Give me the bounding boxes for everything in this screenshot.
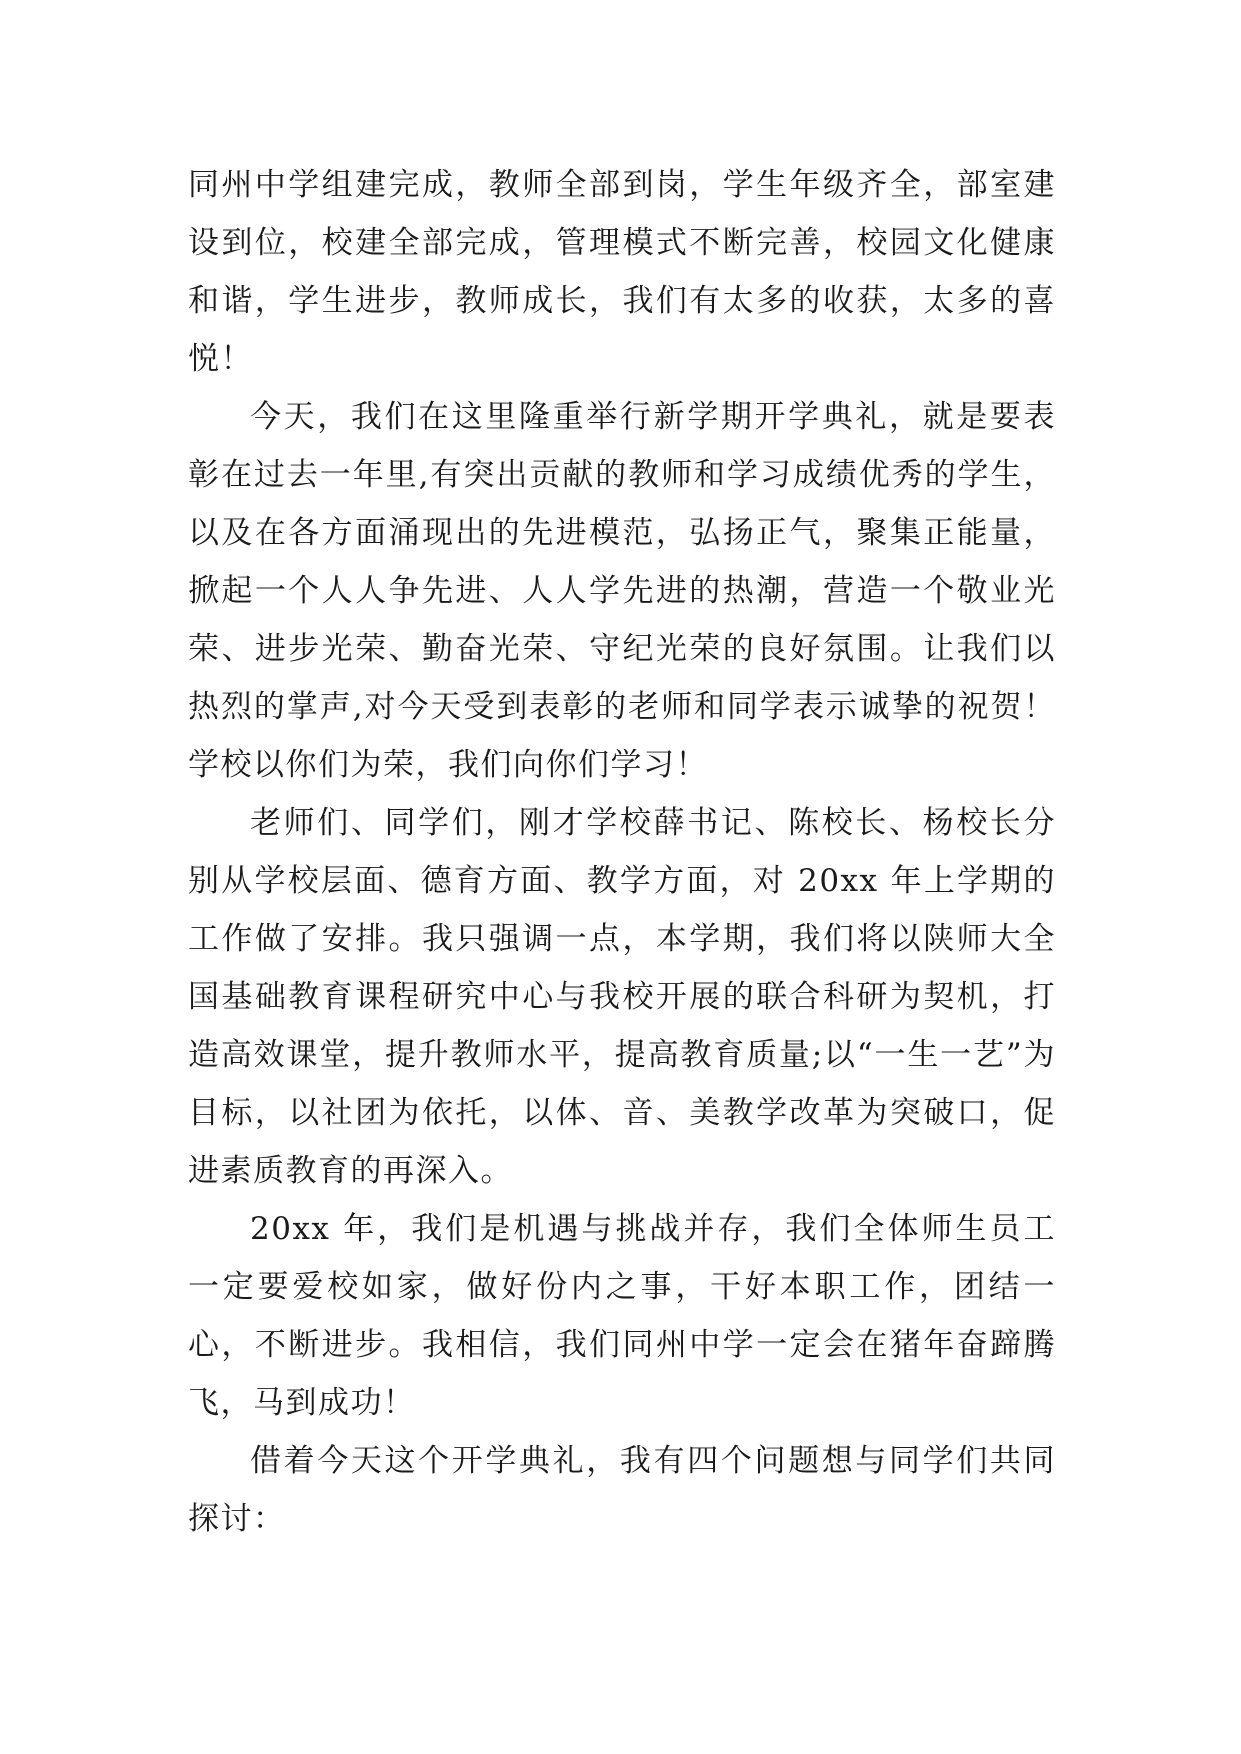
paragraph-four-questions: 借着今天这个开学典礼，我有四个问题想与同学们共同探讨： [188, 1443, 1056, 1537]
paragraph-commendation: 今天，我们在这里隆重举行新学期开学典礼，就是要表彰在过去一年里,有突出贡献的教师和学习成绩优秀的学生，以及在各方面涌现出的先进模范，弘扬正气，聚集正能量，掀起一个人人争先进、人人学先进的热潮，营造一个敬业光荣、进步光荣、勤奋光荣、守纪光荣的良好氛围。让我们以热烈的掌声,对今天受到表彰的老师和同学表示诚挚的祝贺！学校以你们为荣，我们向你们学习！ [188, 399, 1056, 783]
paragraph-year-outlook: 20xx 年，我们是机遇与挑战并存，我们全体师生员工一定要爱校如家，做好份内之事，干好本职工作，团结一心，不断进步。我相信，我们同州中学一定会在猪年奋蹄腾飞，马到成功！ [188, 1211, 1056, 1421]
paragraph-continuation: 同州中学组建完成，教师全部到岗，学生年级齐全，部室建设到位，校建全部完成，管理模式不断完善，校园文化健康和谐，学生进步，教师成长，我们有太多的收获，太多的喜悦！ [188, 167, 1056, 377]
document-body [188, 156, 1056, 1548]
paragraph-semester-plan: 老师们、同学们，刚才学校薛书记、陈校长、杨校长分别从学校层面、德育方面、教学方面，对 20xx 年上学期的工作做了安排。我只强调一点，本学期，我们将以陕师大全国基础教育课程研究中心与我校开展的联合科研为契机，打造高效课堂，提升教师水平，提高教育质量;以“一生一艺”为目标，以社团为依托，以体、音、美教学改革为突破口，促进素质教育的再深入。 [188, 805, 1056, 1189]
